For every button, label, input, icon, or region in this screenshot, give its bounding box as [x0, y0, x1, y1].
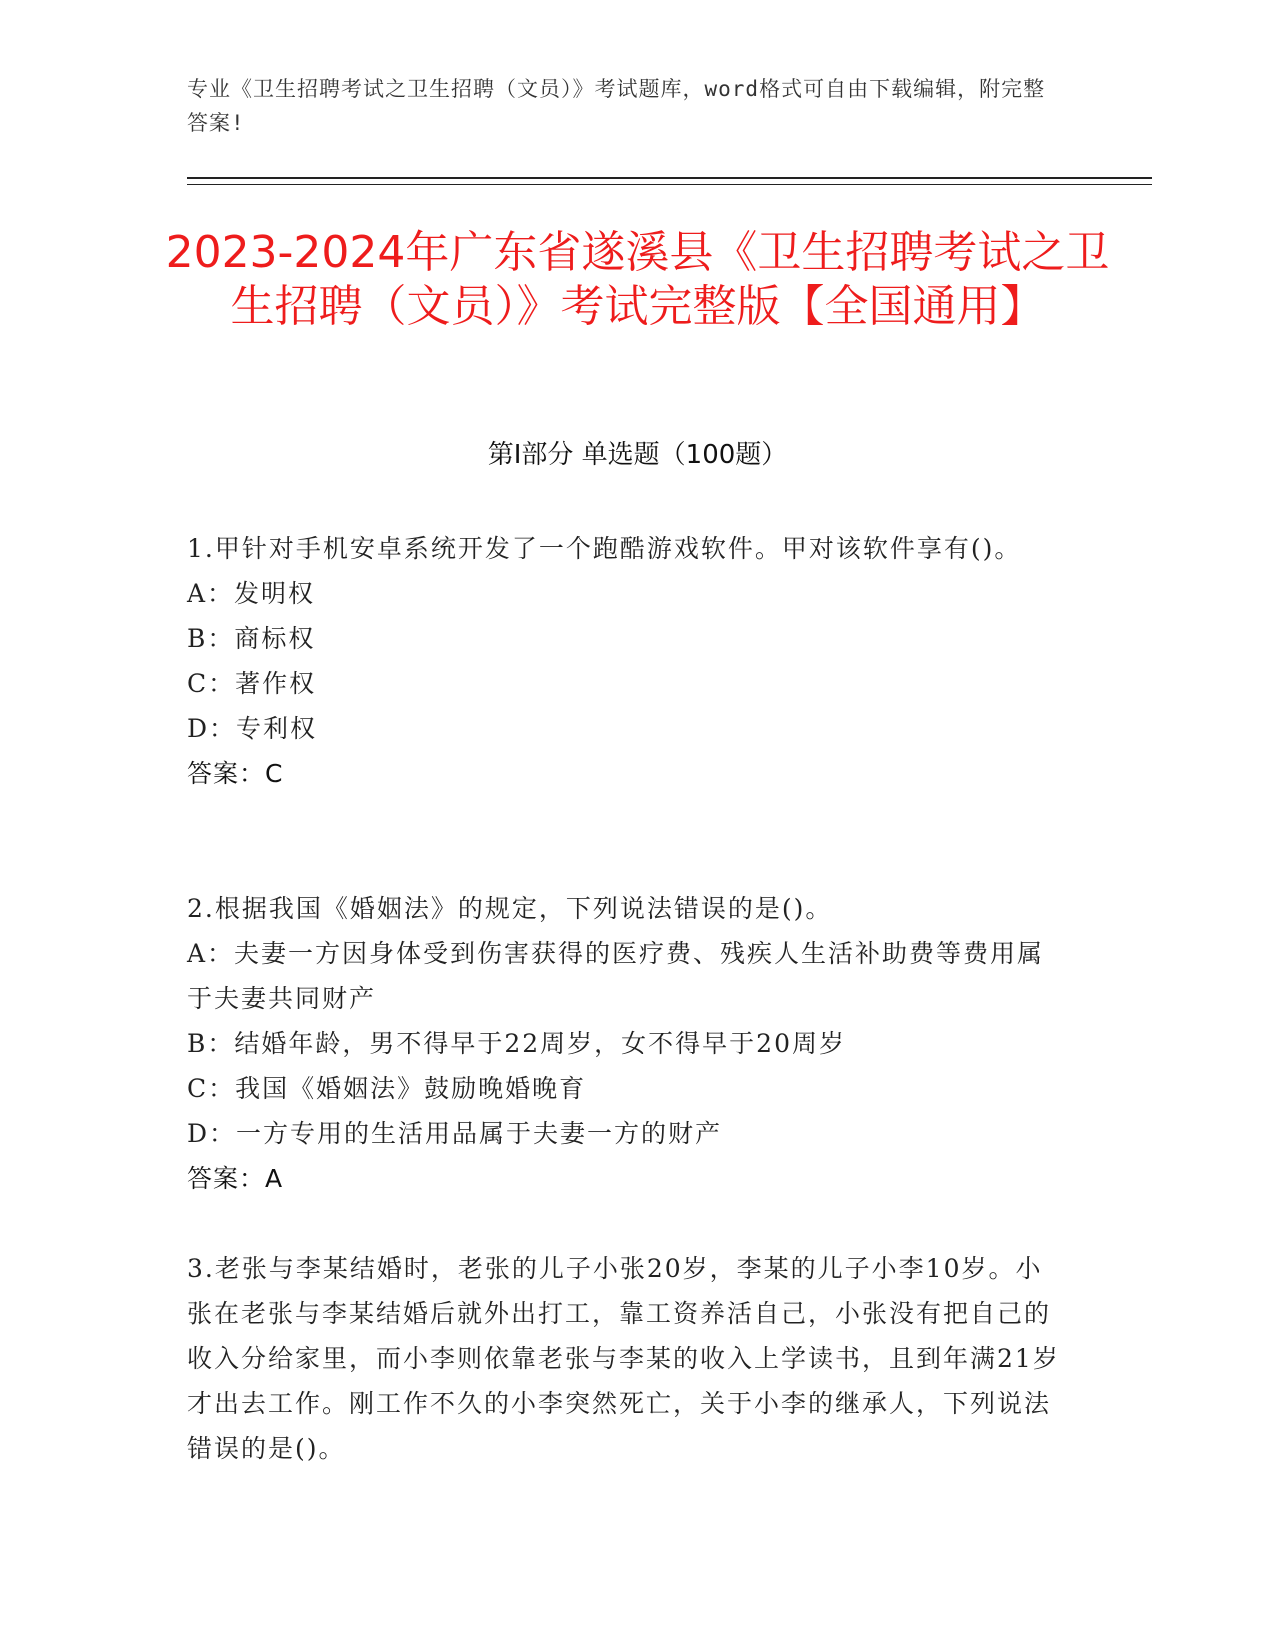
- header-divider-thin: [187, 184, 1152, 185]
- question-stem: 2.根据我国《婚姻法》的规定，下列说法错误的是()。: [187, 894, 833, 923]
- question-option-d: D：专利权: [187, 714, 318, 743]
- question-answer: 答案：A: [187, 1164, 284, 1193]
- question-option-b: B：商标权: [187, 624, 316, 653]
- question-option-d: D：一方专用的生活用品属于夫妻一方的财产: [187, 1119, 723, 1148]
- question-option-a: A：发明权: [187, 579, 316, 608]
- question-item: [187, 526, 1067, 796]
- question-option-c: C：著作权: [187, 669, 317, 698]
- question-option-c: C：我国《婚姻法》鼓励晚婚晚育: [187, 1074, 587, 1103]
- question-answer: 答案：C: [187, 759, 284, 788]
- question-option-a: A：夫妻一方因身体受到伤害获得的医疗费、残疾人生活补助费等费用属于夫妻共同财产: [187, 939, 1045, 1013]
- question-item: [187, 886, 1067, 1201]
- question-item: [187, 1246, 1067, 1471]
- question-stem: 3.老张与李某结婚时，老张的儿子小张20岁，李某的儿子小李10岁。小张在老张与李某结婚后就外出打工，靠工资养活自己，小张没有把自己的收入分给家里，而小李则依靠老张与李某的收入上学读书，且到年满21岁才出去工作。刚工作不久的小李突然死亡，关于小李的继承人，下列说法错误的是()。: [187, 1254, 1060, 1463]
- header-divider-thick: [187, 177, 1152, 179]
- document-title: 2023-2024年广东省遂溪县《卫生招聘考试之卫生招聘（文员）》考试完整版【全国通用】: [165, 227, 1110, 332]
- question-stem: 1.甲针对手机安卓系统开发了一个跑酷游戏软件。甲对该软件享有()。: [187, 534, 1022, 563]
- header-note: 专业《卫生招聘考试之卫生招聘（文员）》考试题库，word格式可自由下载编辑，附完整答案!: [187, 77, 1046, 135]
- question-option-b: B：结婚年龄，男不得早于22周岁，女不得早于20周岁: [187, 1029, 846, 1058]
- section-heading: 第Ⅰ部分 单选题（100题）: [487, 440, 788, 470]
